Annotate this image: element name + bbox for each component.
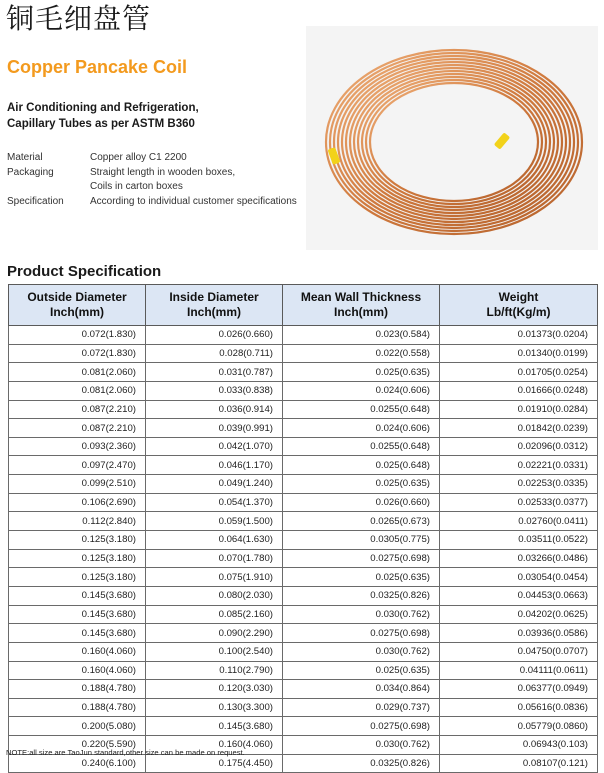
cell-outside-diameter: 0.160(4.060) <box>9 661 146 680</box>
cell-outside-diameter: 0.188(4.780) <box>9 680 146 699</box>
table-row <box>9 754 598 773</box>
header-unit: Inch(mm) <box>50 305 104 319</box>
spec-value-line: Coils in carton boxes <box>90 181 183 192</box>
cell-weight: 0.02096(0.0312) <box>440 437 598 456</box>
table-row <box>9 344 598 363</box>
table-row <box>9 680 598 699</box>
cell-outside-diameter: 0.072(1.830) <box>9 326 146 345</box>
cell-inside-diameter: 0.046(1.170) <box>146 456 283 475</box>
cell-wall-thickness: 0.024(0.606) <box>283 419 440 438</box>
cell-inside-diameter: 0.085(2.160) <box>146 605 283 624</box>
header-unit: Lb/ft(Kg/m) <box>486 305 551 319</box>
cell-inside-diameter: 0.028(0.711) <box>146 344 283 363</box>
cell-wall-thickness: 0.026(0.660) <box>283 493 440 512</box>
cell-outside-diameter: 0.125(3.180) <box>9 531 146 550</box>
spec-value-line: According to individual customer specifications <box>90 195 297 207</box>
table-row <box>9 568 598 587</box>
title-english: Copper Pancake Coil <box>7 57 188 77</box>
cell-inside-diameter: 0.080(2.030) <box>146 586 283 605</box>
cell-weight: 0.06377(0.0949) <box>440 680 598 699</box>
cell-inside-diameter: 0.160(4.060) <box>146 736 283 755</box>
cell-outside-diameter: 0.145(3.680) <box>9 586 146 605</box>
copper-coil-photo <box>306 26 598 250</box>
spec-value-line: Copper alloy C1 2200 <box>90 152 187 163</box>
cell-wall-thickness: 0.0325(0.826) <box>283 586 440 605</box>
cell-outside-diameter: 0.099(2.510) <box>9 475 146 494</box>
cell-inside-diameter: 0.145(3.680) <box>146 717 283 736</box>
spec-row-material <box>7 151 297 166</box>
spec-row-packaging <box>7 166 297 195</box>
cell-wall-thickness: 0.029(0.737) <box>283 698 440 717</box>
cell-outside-diameter: 0.200(5.080) <box>9 717 146 736</box>
cell-wall-thickness: 0.0305(0.775) <box>283 531 440 550</box>
table-row <box>9 326 598 345</box>
spec-label: Specification <box>7 195 64 207</box>
cell-wall-thickness: 0.0275(0.698) <box>283 549 440 568</box>
cell-weight: 0.03511(0.0522) <box>440 531 598 550</box>
cell-outside-diameter: 0.081(2.060) <box>9 363 146 382</box>
table-row <box>9 475 598 494</box>
cell-outside-diameter: 0.097(2.470) <box>9 456 146 475</box>
cell-weight: 0.02760(0.0411) <box>440 512 598 531</box>
header-label: Weight <box>498 290 539 304</box>
subtitle <box>7 100 199 132</box>
cell-weight: 0.04111(0.0611) <box>440 661 598 680</box>
table-body <box>9 326 598 773</box>
header-unit: Inch(mm) <box>334 305 388 319</box>
cell-outside-diameter: 0.087(2.210) <box>9 419 146 438</box>
table-row <box>9 531 598 550</box>
cell-outside-diameter: 0.093(2.360) <box>9 437 146 456</box>
cell-weight: 0.01705(0.0254) <box>440 363 598 382</box>
cell-wall-thickness: 0.025(0.635) <box>283 363 440 382</box>
cell-weight: 0.02221(0.0331) <box>440 456 598 475</box>
spec-value <box>90 195 297 210</box>
table-row <box>9 698 598 717</box>
cell-inside-diameter: 0.049(1.240) <box>146 475 283 494</box>
cell-weight: 0.03936(0.0586) <box>440 624 598 643</box>
cell-weight: 0.05616(0.0836) <box>440 698 598 717</box>
table-header <box>9 285 598 326</box>
coil-rings <box>326 50 582 234</box>
cell-outside-diameter: 0.188(4.780) <box>9 698 146 717</box>
cell-weight: 0.04202(0.0625) <box>440 605 598 624</box>
spec-row-specification <box>7 195 297 210</box>
spec-table <box>8 284 598 773</box>
table-row <box>9 437 598 456</box>
table-row <box>9 549 598 568</box>
header-outside-diameter <box>9 285 146 326</box>
cell-outside-diameter: 0.220(5.590) <box>9 736 146 755</box>
cell-weight: 0.08107(0.121) <box>440 754 598 773</box>
cell-wall-thickness: 0.030(0.762) <box>283 736 440 755</box>
cell-weight: 0.01842(0.0239) <box>440 419 598 438</box>
cell-inside-diameter: 0.042(1.070) <box>146 437 283 456</box>
table-row <box>9 493 598 512</box>
cell-wall-thickness: 0.025(0.635) <box>283 661 440 680</box>
cell-wall-thickness: 0.030(0.762) <box>283 642 440 661</box>
subtitle-line: Capillary Tubes as per ASTM B360 <box>7 118 195 130</box>
cell-outside-diameter: 0.160(4.060) <box>9 642 146 661</box>
cell-weight: 0.01340(0.0199) <box>440 344 598 363</box>
cell-wall-thickness: 0.023(0.584) <box>283 326 440 345</box>
header-label: Mean Wall Thickness <box>300 290 422 304</box>
spec-value <box>90 166 235 195</box>
cell-wall-thickness: 0.022(0.558) <box>283 344 440 363</box>
spec-label: Packaging <box>7 166 54 178</box>
cell-outside-diameter: 0.081(2.060) <box>9 381 146 400</box>
cell-outside-diameter: 0.072(1.830) <box>9 344 146 363</box>
table-row <box>9 381 598 400</box>
cell-inside-diameter: 0.036(0.914) <box>146 400 283 419</box>
cell-wall-thickness: 0.024(0.606) <box>283 381 440 400</box>
cell-inside-diameter: 0.175(4.450) <box>146 754 283 773</box>
cell-wall-thickness: 0.034(0.864) <box>283 680 440 699</box>
cell-inside-diameter: 0.059(1.500) <box>146 512 283 531</box>
table-row <box>9 419 598 438</box>
table-row <box>9 400 598 419</box>
header-label: Outside Diameter <box>27 290 127 304</box>
cell-wall-thickness: 0.025(0.635) <box>283 568 440 587</box>
cell-weight: 0.04750(0.0707) <box>440 642 598 661</box>
cell-weight: 0.03054(0.0454) <box>440 568 598 587</box>
table-row <box>9 605 598 624</box>
cell-outside-diameter: 0.145(3.680) <box>9 605 146 624</box>
cell-weight: 0.01373(0.0204) <box>440 326 598 345</box>
cell-wall-thickness: 0.0325(0.826) <box>283 754 440 773</box>
table-row <box>9 661 598 680</box>
cell-wall-thickness: 0.0275(0.698) <box>283 624 440 643</box>
spec-label: Material <box>7 152 43 163</box>
cell-outside-diameter: 0.240(6.100) <box>9 754 146 773</box>
cell-outside-diameter: 0.145(3.680) <box>9 624 146 643</box>
header-label: Inside Diameter <box>169 290 259 304</box>
spec-value <box>90 151 187 166</box>
subtitle-line: Air Conditioning and Refrigeration, <box>7 102 199 114</box>
table-row <box>9 512 598 531</box>
cell-weight: 0.01666(0.0248) <box>440 381 598 400</box>
table-row <box>9 642 598 661</box>
table-row <box>9 456 598 475</box>
cell-outside-diameter: 0.106(2.690) <box>9 493 146 512</box>
spec-list <box>7 151 297 209</box>
cell-inside-diameter: 0.110(2.790) <box>146 661 283 680</box>
cell-weight: 0.05779(0.0860) <box>440 717 598 736</box>
header-unit: Inch(mm) <box>187 305 241 319</box>
cell-inside-diameter: 0.033(0.838) <box>146 381 283 400</box>
cell-inside-diameter: 0.100(2.540) <box>146 642 283 661</box>
cell-weight: 0.06943(0.103) <box>440 736 598 755</box>
cell-weight: 0.01910(0.0284) <box>440 400 598 419</box>
header-wall-thickness <box>283 285 440 326</box>
table-row <box>9 586 598 605</box>
header-inside-diameter <box>146 285 283 326</box>
table-row <box>9 624 598 643</box>
cell-inside-diameter: 0.090(2.290) <box>146 624 283 643</box>
cell-inside-diameter: 0.039(0.991) <box>146 419 283 438</box>
table-row <box>9 717 598 736</box>
cell-inside-diameter: 0.054(1.370) <box>146 493 283 512</box>
footnote: NOTE:all size are TaoJun standard,other size can be made on request. <box>6 748 245 757</box>
end-cap-right <box>494 132 510 149</box>
cell-wall-thickness: 0.030(0.762) <box>283 605 440 624</box>
cell-outside-diameter: 0.125(3.180) <box>9 568 146 587</box>
cell-inside-diameter: 0.120(3.030) <box>146 680 283 699</box>
cell-inside-diameter: 0.026(0.660) <box>146 326 283 345</box>
table-header-row <box>9 285 598 326</box>
cell-inside-diameter: 0.031(0.787) <box>146 363 283 382</box>
cell-outside-diameter: 0.087(2.210) <box>9 400 146 419</box>
cell-wall-thickness: 0.0275(0.698) <box>283 717 440 736</box>
cell-weight: 0.02253(0.0335) <box>440 475 598 494</box>
spec-value-line: Straight length in wooden boxes, <box>90 166 236 178</box>
copper-coil-illustration <box>306 26 598 250</box>
cell-weight: 0.03266(0.0486) <box>440 549 598 568</box>
cell-wall-thickness: 0.025(0.648) <box>283 456 440 475</box>
cell-wall-thickness: 0.0255(0.648) <box>283 400 440 419</box>
header-weight <box>440 285 598 326</box>
cell-weight: 0.04453(0.0663) <box>440 586 598 605</box>
cell-inside-diameter: 0.130(3.300) <box>146 698 283 717</box>
cell-inside-diameter: 0.075(1.910) <box>146 568 283 587</box>
table-row <box>9 363 598 382</box>
cell-wall-thickness: 0.025(0.635) <box>283 475 440 494</box>
cell-outside-diameter: 0.112(2.840) <box>9 512 146 531</box>
cell-weight: 0.02533(0.0377) <box>440 493 598 512</box>
title-chinese: 铜毛细盘管 <box>6 2 152 35</box>
cell-wall-thickness: 0.0255(0.648) <box>283 437 440 456</box>
cell-outside-diameter: 0.125(3.180) <box>9 549 146 568</box>
cell-wall-thickness: 0.0265(0.673) <box>283 512 440 531</box>
section-title: Product Specification <box>7 263 162 280</box>
cell-inside-diameter: 0.070(1.780) <box>146 549 283 568</box>
cell-inside-diameter: 0.064(1.630) <box>146 531 283 550</box>
